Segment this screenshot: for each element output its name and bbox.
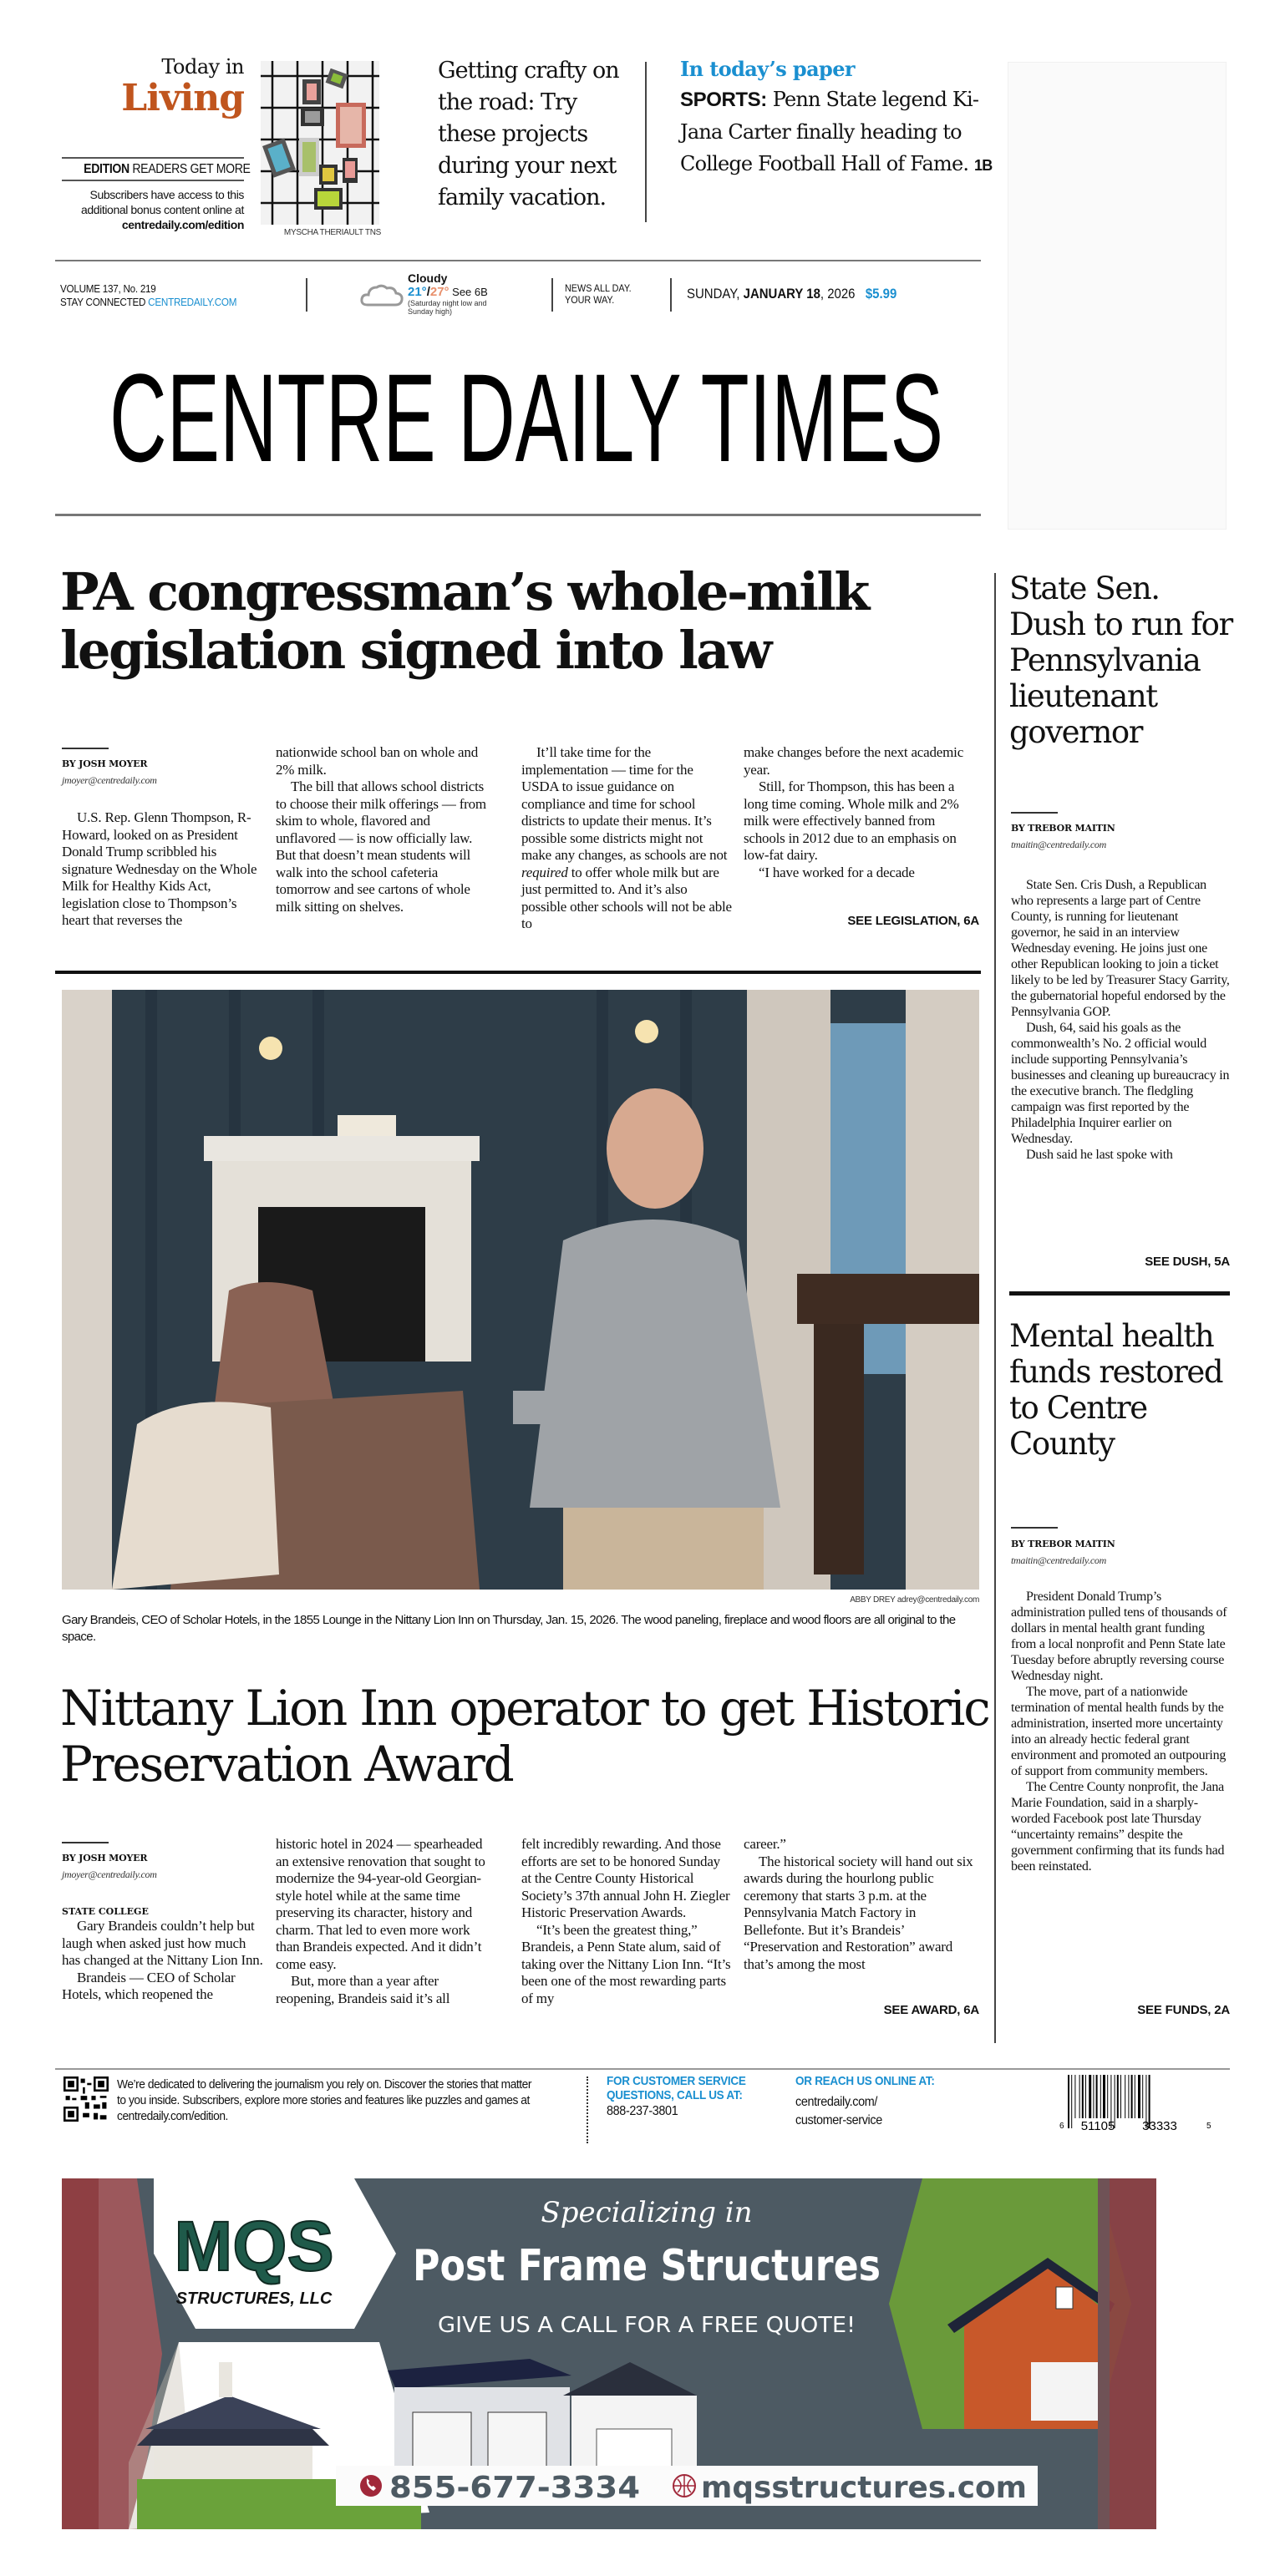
teaser-divider — [645, 62, 647, 222]
masthead-title-text: CENTRE DAILY TIMES — [109, 347, 943, 469]
barcode-digit-lead: 6 — [1059, 2122, 1064, 2131]
rail-story-1-body — [1011, 877, 1230, 1163]
cs-heading-2: QUESTIONS, CALL US AT: — [607, 2088, 743, 2102]
year: , 2026 — [820, 286, 856, 302]
craft-teaser-text[interactable]: Getting crafty on the road: Try these projects during your next family vacation. — [438, 58, 619, 210]
ad-website[interactable]: mqsstructures.com — [701, 2471, 1027, 2505]
paragraph: The bill that allows school districts to choose their milk offerings — from skim to whole, flavored and unflavored — is now officially law. But that doesn’t mean students will walk into the school cafeteria tomorrow and see cartons of whole milk sitting on shelves. — [276, 778, 486, 915]
second-jump-link[interactable]: SEE AWARD, 6A — [883, 2003, 979, 2017]
byline-rule — [62, 1842, 109, 1843]
temp-separator: / — [426, 285, 430, 299]
paragraph: President Donald Trump’s administration pulled tens of thousands of dollars in mental health grant funding from a local nonprofit and Penn State late Tuesday before abruptly reversing course Wednesday night. — [1011, 1590, 1227, 1683]
paragraph: The Centre County nonprofit, the Jana Marie Foundation, said in a sharply-worded Facebook post late Thursday “uncertainty remains” despite the government confirming that its funds had been reinstated. — [1011, 1780, 1225, 1874]
stay-connected-label: STAY CONNECTED — [60, 296, 149, 308]
online-url-line-2[interactable]: customer-service — [795, 2113, 882, 2127]
tagline-line-2: YOUR WAY. — [565, 294, 615, 306]
page-reference: 1B — [974, 157, 993, 174]
rail-story-1-email[interactable]: tmaitin@centredaily.com — [1011, 839, 1107, 850]
paragraph: U.S. Rep. Glenn Thompson, R-Howard, looked on as President Donald Trump scribbled his signature Wednesday on the Whole Milk for Healthy Kids Act, legislation close to Thompson’s heart that reverses the — [62, 809, 257, 928]
text-run: It’ll take time for the implementation — time for the USDA to issue guidance on compliance and time for school districts to update their menus. It’s possible some districts might not make any changes, as schools are not — [521, 744, 728, 863]
second-column-3 — [521, 1836, 732, 2007]
edition-label-bold: EDITION — [84, 162, 130, 176]
barcode-bar — [1103, 2075, 1105, 2118]
mqs-advertisement[interactable] — [62, 2178, 1230, 2529]
rail-story-2-jump[interactable]: SEE FUNDS, 2A — [1137, 2003, 1230, 2017]
lead-column-4 — [744, 744, 979, 881]
rail-story-2-byline: BY TREBOR MAITIN — [1011, 1539, 1115, 1549]
rail-story-1-jump[interactable]: SEE DUSH, 5A — [1145, 1255, 1230, 1269]
barcode-bar — [1107, 2075, 1108, 2118]
tagline-line-1: NEWS ALL DAY. — [565, 282, 632, 294]
ad-headline: Post Frame Structures — [413, 2241, 881, 2291]
cs-heading-1: FOR CUSTOMER SERVICE — [607, 2074, 746, 2088]
barcode-digit-check: 5 — [1206, 2122, 1211, 2131]
barcode — [1054, 2073, 1218, 2133]
barcode-bar — [1093, 2075, 1094, 2118]
in-todays-paper-heading: In today’s paper — [680, 57, 855, 81]
masthead-divider — [670, 278, 672, 312]
living-teaser[interactable] — [50, 55, 244, 119]
paragraph: historic hotel in 2024 — spearheaded an extensive renovation that sought to modernize the 94-year-old Georgian-style hotel while at the same time preserving its character, history and charm. That led to even more work than Brandeis expected. And it didn’t come easy. — [276, 1836, 485, 1972]
paragraph: The move, part of a nationwide termination of mental health funds by the administration, inserted more uncertainty into an already hectic federal grant environment and promoted an outpouring of support from community members. — [1011, 1685, 1227, 1778]
footer-rule — [55, 2068, 1230, 2070]
rail-story-2-body — [1011, 1589, 1230, 1874]
second-byline: BY JOSH MOYER — [62, 1853, 148, 1864]
barcode-bar — [1071, 2075, 1072, 2128]
barcode-bar — [1142, 2075, 1143, 2118]
dateline: STATE COLLEGE — [62, 1906, 149, 1917]
masthead-rule — [55, 514, 981, 516]
masthead-title[interactable] — [109, 336, 944, 469]
ad-tagline: GIVE US A CALL FOR A FREE QUOTE! — [438, 2313, 856, 2338]
edition-description: Subscribers have access to this additional bonus content online at — [80, 188, 244, 216]
ad-placeholder — [1008, 62, 1227, 530]
barcode-digits-left: 51105 — [1080, 2119, 1115, 2133]
barcode-bar — [1096, 2075, 1098, 2118]
masthead-divider — [306, 278, 307, 312]
edition-box — [62, 157, 251, 181]
barcode-bar — [1079, 2075, 1080, 2118]
rail-rule — [1009, 1291, 1230, 1296]
lead-column-1 — [62, 809, 267, 930]
lead-jump-link[interactable]: SEE LEGISLATION, 6A — [847, 914, 979, 928]
website-link[interactable]: CENTREDAILY.COM — [148, 296, 237, 308]
paragraph: The historical society will hand out six awards during the hourlong public ceremony that starts 3 p.m. at the Pennsylvania Match Factory in Bellefonte. But it’s Brandeis’ “Preservation and Restoration” award that’s among the most — [744, 1853, 973, 1972]
second-column-1 — [62, 1918, 267, 2004]
lead-photo — [62, 990, 979, 1590]
date-line — [687, 286, 896, 302]
barcode-bar — [1131, 2075, 1133, 2118]
byline-rule — [1011, 1527, 1058, 1529]
hotel-lounge-photo — [62, 990, 979, 1590]
barcode-bar — [1074, 2075, 1075, 2118]
online-box — [795, 2074, 962, 2130]
online-url-line-1[interactable]: centredaily.com/ — [795, 2095, 878, 2109]
weather-note: (Saturday night low and Sunday high) — [408, 299, 487, 316]
in-todays-paper-text — [680, 84, 998, 181]
paragraph: “It’s been the greatest thing,” Brandeis, a Penn State alum, said of taking over the Nittany Lion Inn. “It’s been one of the most rewarding parts of my — [521, 1921, 731, 2006]
second-headline[interactable]: Nittany Lion Inn operator to get Historic Preservation Award — [60, 1680, 989, 1793]
low-temp: 21° — [408, 285, 427, 299]
barcode-bar — [1117, 2075, 1119, 2118]
photo-credit: ABBY DREY adrey@centredaily.com — [850, 1595, 979, 1605]
rail-story-1-byline: BY TREBOR MAITIN — [1011, 823, 1115, 834]
paragraph: Dush said he last spoke with — [1026, 1148, 1173, 1162]
paragraph: Dush, 64, said his goals as the commonwealth’s No. 2 official would include supporting Pennsylvania’s businesses and cleaning up bureaucracy in the executive branch. The fledgling campaign was first reported by the Philadelphia Inquirer earlier on Wednesday. — [1011, 1021, 1230, 1146]
paragraph: State Sen. Cris Dush, a Republican who represents a large part of Centre County, is running for lieutenant governor, he said in an interview Wednesday evening. He joins just one other Republican looking to join a ticket likely to be led by Treasurer Stacy Garrity, the gubernatorial hopeful endorsed by the Pennsylvania GOP. — [1011, 878, 1230, 1019]
ad-logo: MQS — [174, 2207, 334, 2285]
paragraph: Brandeis — CEO of Scholar Hotels, which reopened the — [62, 1969, 236, 2002]
ad-logo-sub: STRUCTURES, LLC — [175, 2289, 333, 2308]
lead-headline[interactable]: PA congressman’s whole-milk legislation signed into law — [60, 561, 868, 681]
day: SUNDAY, — [687, 286, 744, 302]
weather-box — [408, 272, 500, 316]
paragraph: make changes before the next academic year. — [744, 744, 964, 778]
craft-photo-credit: MYSCHA THERIAULT TNS — [283, 228, 381, 237]
cloud-icon — [359, 282, 404, 307]
high-temp: 27° — [429, 285, 449, 299]
edition-text — [50, 187, 244, 232]
tagline — [565, 282, 632, 306]
lead-byline: BY JOSH MOYER — [62, 758, 148, 769]
second-column-2 — [276, 1836, 486, 2007]
barcode-bar — [1068, 2075, 1069, 2128]
barcode-bar — [1138, 2075, 1140, 2118]
online-heading: OR REACH US ONLINE AT: — [795, 2074, 935, 2088]
ad-artwork — [62, 2178, 1230, 2529]
paragraph: felt incredibly rewarding. And those efforts are set to be honored Sunday at the Centre County Historical Society’s 37th annual John H. Ziegler Historic Preservation Awards. — [521, 1836, 730, 1920]
barcode-digits-right: 33333 — [1142, 2119, 1177, 2133]
today-in-label: Today in — [161, 55, 244, 79]
footer-promo: We’re dedicated to delivering the journalism you rely on. Discover the stories that matter to you inside. Subscribers, explore more stories and features like puzzles and games at centredaily.com/edition. — [117, 2077, 532, 2123]
paragraph: Gary Brandeis couldn’t help but laugh when asked just how much has changed at the Nittany Lion Inn. — [62, 1918, 263, 1968]
price: $5.99 — [865, 286, 897, 302]
craft-grid-image — [261, 61, 379, 225]
sports-label: SPORTS: — [680, 89, 767, 111]
italic-text: required — [521, 864, 568, 880]
footer-dotted-divider — [587, 2077, 588, 2143]
paragraph — [521, 744, 732, 933]
photo-caption: Gary Brandeis, CEO of Scholar Hotels, in the 1855 Lounge in the Nittany Lion Inn on Thursday, Jan. 15, 2026. The wood paneling, fireplace and wood floors are all original to the space. — [62, 1613, 956, 1644]
paragraph: nationwide school ban on whole and 2% milk. — [276, 744, 479, 778]
phone-icon — [360, 2475, 382, 2497]
living-section-label: Living — [121, 77, 244, 119]
date: JANUARY 18 — [743, 286, 820, 302]
sports-teaser: Penn State legend Ki-Jana Carter finally heading to College Football Hall of Fame. — [680, 88, 979, 175]
masthead-divider — [551, 278, 553, 312]
weather-temps — [408, 285, 500, 299]
ad-phone[interactable]: 855-677-3334 — [389, 2471, 640, 2505]
in-todays-paper[interactable] — [680, 55, 998, 181]
paragraph: “I have worked for a decade — [759, 864, 915, 880]
lead-column-2 — [276, 744, 486, 915]
rail-story-2-email[interactable]: tmaitin@centredaily.com — [1011, 1554, 1107, 1566]
byline-rule — [62, 748, 109, 749]
rail-story-1-headline[interactable]: State Sen. Dush to run for Pennsylvania lieutenant governor — [1009, 570, 1232, 750]
barcode-bar — [1100, 2075, 1101, 2118]
edition-url[interactable]: centredaily.com/edition — [121, 218, 244, 231]
second-author-email[interactable]: jmoyer@centredaily.com — [62, 1869, 157, 1880]
barcode-bar — [1085, 2075, 1086, 2118]
barcode-bar — [1128, 2075, 1129, 2118]
craft-photo — [261, 61, 379, 225]
lead-column-3 — [521, 744, 732, 933]
rail-divider — [994, 573, 996, 2043]
cs-phone[interactable]: 888-237-3801 — [607, 2104, 678, 2118]
paragraph: career.” — [744, 1836, 786, 1852]
section-rule — [55, 971, 981, 974]
volume-info — [60, 282, 236, 309]
qr-code-icon[interactable] — [63, 2077, 109, 2122]
edition-label-rest: READERS GET MORE — [129, 162, 251, 176]
barcode-bar — [1120, 2075, 1121, 2118]
edition-heading — [84, 162, 251, 177]
lead-author-email[interactable]: jmoyer@centredaily.com — [62, 774, 157, 786]
divider-rule — [55, 260, 981, 261]
second-column-4 — [744, 1836, 979, 1973]
byline-rule — [1011, 812, 1058, 814]
volume-number: VOLUME 137, No. 219 — [60, 282, 156, 295]
weather-page-ref: See 6B — [449, 286, 488, 298]
weather-condition: Cloudy — [408, 271, 448, 285]
ad-script: Specializing in — [541, 2196, 753, 2229]
paragraph: Still, for Thompson, this has been a long time coming. Whole milk and 2% milk were effectively banned from schools in 2012 due to an emphasis on low-fat dairy. — [744, 778, 959, 863]
paragraph: But, more than a year after reopening, Brandeis said it’s all — [276, 1973, 450, 2006]
customer-service-box — [607, 2074, 790, 2121]
barcode-bar — [1089, 2075, 1091, 2118]
rail-story-2-headline[interactable]: Mental health funds restored to Centre County — [1009, 1318, 1223, 1462]
text-run: to offer whole milk but are just permitted to. And it’s also possible other schools will not be able to — [521, 864, 732, 931]
barcode-bar — [1082, 2075, 1084, 2118]
